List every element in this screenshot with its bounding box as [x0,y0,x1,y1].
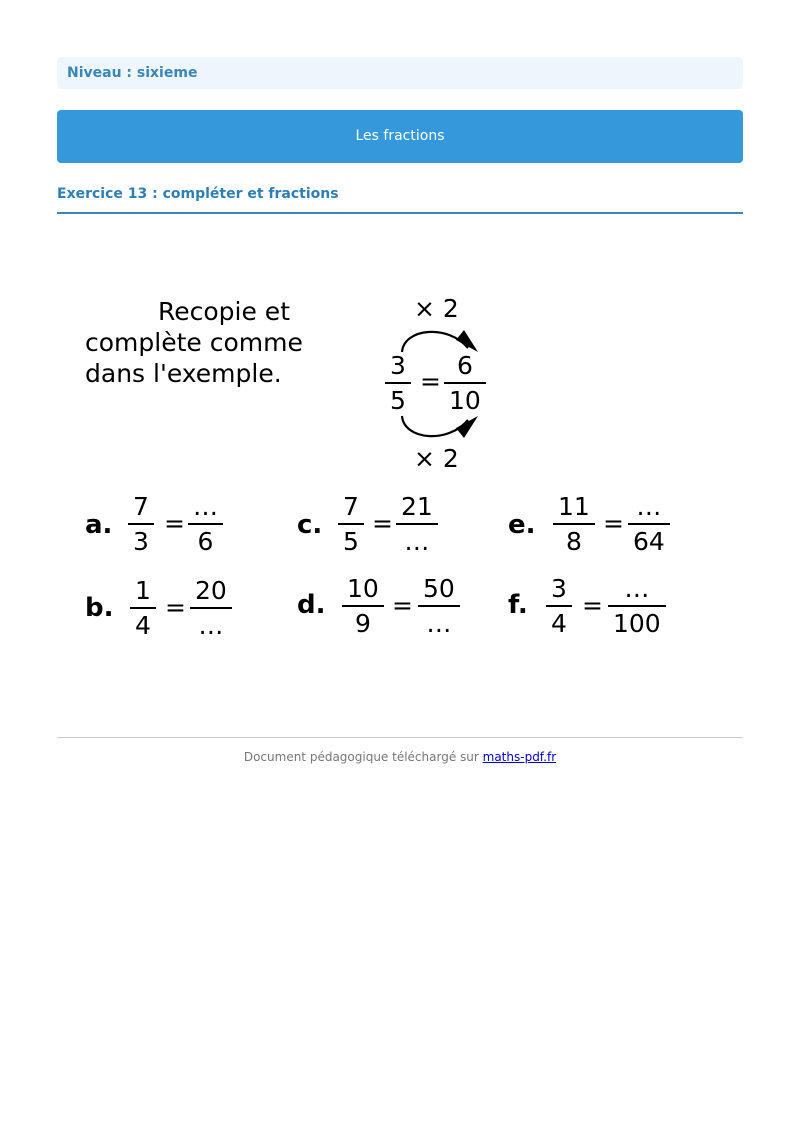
exercise-label-d: d. [297,590,326,620]
fraction-numerator: 1 [135,576,151,605]
fraction-denominator: 5 [343,527,359,556]
footer-divider [57,737,743,738]
fraction-numerator: 3 [551,574,567,603]
fraction-denominator: 6 [197,527,214,556]
fraction-bar [444,382,486,384]
footer-text: Document pédagogique téléchargé sur [243,750,483,764]
exercise-d-right-fraction [418,574,460,639]
example-figure [380,290,510,480]
exercise-label-e: e. [508,510,536,540]
fraction-bar [338,523,364,525]
fraction-numerator: 3 [390,351,406,380]
exercise-f-left-fraction [546,574,572,639]
equals-sign: = [603,509,624,538]
fraction-bar [418,605,460,607]
equals-sign: = [372,509,393,538]
fraction-numerator: … [624,574,650,603]
footer-link[interactable]: maths-pdf.fr [482,750,557,764]
fraction-denominator: 3 [133,527,149,556]
fraction-bar [190,607,232,609]
fraction-numerator: 11 [558,492,590,521]
exercise-c-right-fraction [396,492,438,557]
fraction-numerator: 21 [401,492,433,521]
fraction-bar [128,523,154,525]
fraction-bar [628,523,670,525]
level-text: Niveau : sixieme [67,65,198,81]
fraction-numerator: 10 [347,574,379,603]
fraction-denominator: … [198,611,224,640]
fraction-numerator: … [636,492,662,521]
exercise-divider [57,212,743,214]
footer [57,750,743,764]
bottom-arrow-icon [398,412,478,446]
equals-sign: = [582,591,603,620]
exercise-label-a: a. [85,510,113,540]
fraction-denominator: … [404,527,430,556]
equals-sign: = [420,367,441,396]
fraction-bar [553,523,595,525]
fraction-bar [130,607,156,609]
fraction-numerator: 50 [423,574,455,603]
equals-sign: = [392,591,413,620]
exercise-b-left-fraction [130,576,156,641]
fraction-denominator: … [426,609,452,638]
fraction-bar [396,523,438,525]
exercise-f-right-fraction [608,574,666,639]
multiply-top-label: × 2 [414,294,459,323]
fraction-denominator: 4 [551,609,567,638]
level-banner [57,57,743,89]
instruction-line-2: complète comme [85,328,303,357]
exercise-c-left-fraction [338,492,364,557]
exercise-label-b: b. [85,593,114,623]
fraction-numerator: 6 [456,351,473,380]
fraction-denominator: 9 [354,609,371,638]
fraction-denominator: 8 [565,527,582,556]
fraction-numerator: 7 [133,492,149,521]
instruction-line-3: dans l'exemple. [85,359,282,388]
fraction-bar [608,605,666,607]
fraction-bar [342,605,384,607]
page-title-banner [57,110,743,163]
exercise-b-right-fraction [190,576,232,641]
instruction-line-1: Recopie et [158,297,290,326]
exercise-label-f: f. [508,590,528,620]
fraction-denominator: 10 [449,386,481,415]
exercise-d-left-fraction [342,574,384,639]
fraction-denominator: 64 [633,527,665,556]
page-title: Les fractions [355,128,445,144]
fraction-bar [385,382,411,384]
fraction-bar [188,523,223,525]
exercise-title: Exercice 13 : compléter et fractions [57,186,339,202]
fraction-numerator: 20 [195,576,227,605]
multiply-bottom-label: × 2 [414,444,459,473]
equals-sign: = [165,593,186,622]
exercise-e-left-fraction [553,492,595,557]
instruction-text [85,296,303,389]
exercise-a-right-fraction [188,492,223,557]
fraction-bar [546,605,572,607]
fraction-denominator: 100 [613,609,661,638]
fraction-numerator: 7 [343,492,359,521]
exercise-label-c: c. [297,510,323,540]
equals-sign: = [164,509,185,538]
example-left-fraction [385,351,411,416]
fraction-denominator: 5 [390,386,406,415]
exercise-a-left-fraction [128,492,154,557]
fraction-denominator: 4 [135,611,151,640]
exercise-e-right-fraction [628,492,670,557]
fraction-numerator: … [193,492,218,521]
example-right-fraction [444,351,486,416]
